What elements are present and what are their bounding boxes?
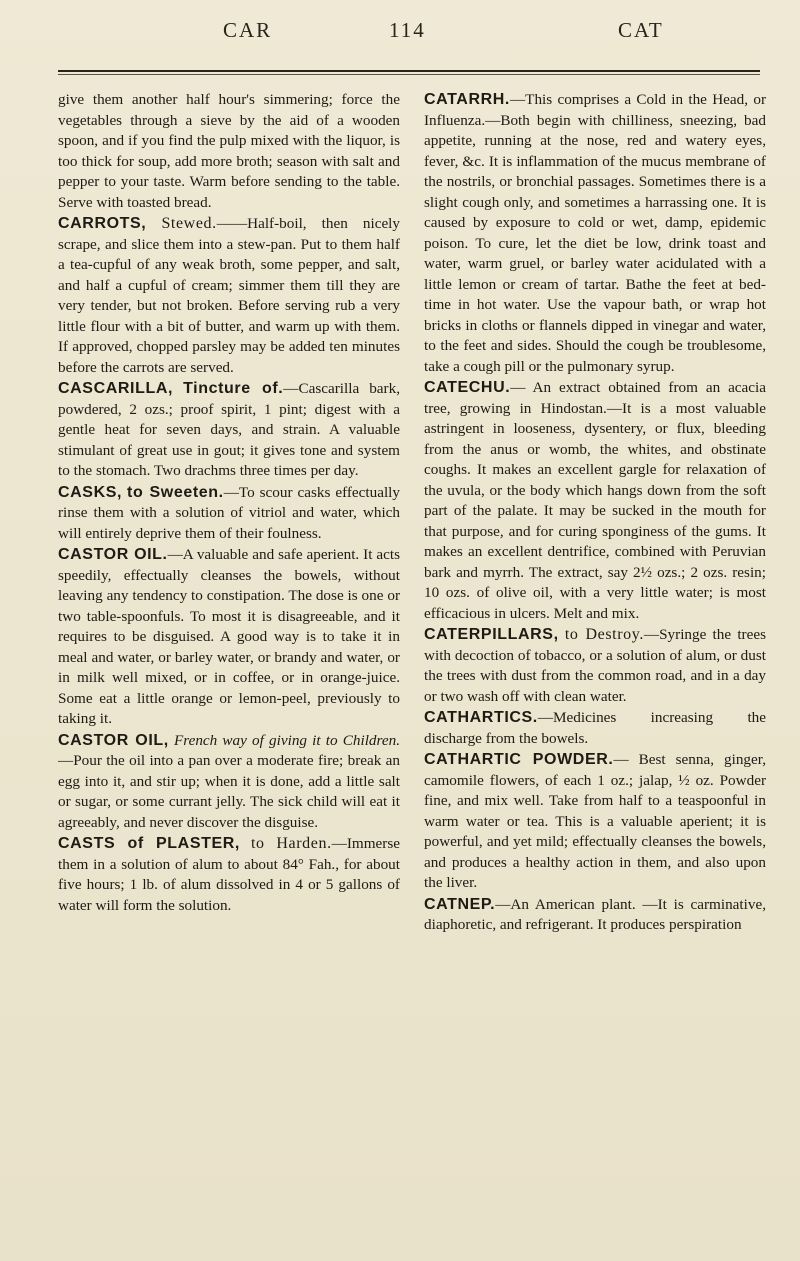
entry-heading: CARROTS, [58, 215, 147, 232]
entry-subheading: to Harden. [250, 835, 332, 852]
entry-heading: CATECHU. [424, 379, 511, 396]
header-rule [58, 70, 760, 72]
entry-caterpillars [424, 625, 766, 707]
entry-cathartics [424, 708, 766, 749]
entry-subheading: French way of giving it to Children. [173, 731, 400, 749]
header-rule-thin [58, 74, 760, 75]
running-head-left: CAR [223, 18, 273, 42]
entry-heading: CATARRH. [424, 91, 510, 108]
entry-text: ——Half-boil, then nicely scrape, and slice them into a stew-pan. Put to them half a tea-cupful of any weak broth, some pepper, and salt, and half a cupful of cream; simmer them till they are very tender, but not broken. Before serving rub a very little flour with a bit of butter, and warm up with them. If approved, chopped parsley may be added ten minutes before the carrots are served. [58, 215, 400, 376]
entry-subheading: to Destroy. [564, 626, 644, 643]
entry-text: — Best senna, ginger, camomile flowers, of each 1 oz.; jalap, ½ oz. Powder fine, and mix well. Take from half to a teaspoonful in warm water or tea. This is a valuable aperient; it is powerful, and yet mild; effectually cleanses the bowels, and produces a healthy action in them, and also upon the liver. [424, 751, 766, 891]
entry-heading: CASTS of PLASTER, [58, 835, 240, 852]
entry-carrots [58, 214, 400, 378]
entry-catarrh [424, 90, 766, 377]
entry-text: —Immerse them in a solution of alum to about 84° Fah., for about five hours; 1 lb. of alum dissolved in 4 or 5 gallons of water will form the solution. [58, 835, 400, 914]
entry-subheading: to Sweeten. [127, 483, 224, 501]
entry-text: —Cascarilla bark, powdered, 2 ozs.; proof spirit, 1 pint; digest with a gentle heat for seven days, and strain. A valuable stimulant of great use in gout; it gives tone and system to the stomach. Two drachms three times per day. [58, 380, 400, 479]
entry-catnep [424, 895, 766, 936]
entry-subheading: Stewed. [161, 215, 217, 232]
running-head-right: CAT [618, 18, 664, 42]
running-head [58, 10, 760, 40]
entry-text: — An extract obtained from an acacia tree, growing in Hindostan.—It is a most valuable astringent in looseness, dysentery, or flux, bleeding from the anus or womb, the whites, and obstinate coughs. It makes an excellent gargle for relaxation of the uvula, or the body which hangs down from the soft part of the palate. It may be sucked in the mouth for that purpose, and for curing sponginess of the gums. It makes an excellent dentrifice, combined with Peruvian bark and myrrh. The extract, say 2½ ozs.; 2 ozs. resin; 10 ozs. of olive oil, with a very little water; is most efficacious in ulcers. Melt and mix. [424, 379, 766, 622]
entry-text: —An American plant. —It is carminative, diaphoretic, and refrigerant. It produces perspiration [424, 895, 766, 933]
entry-casts-of-plaster [58, 834, 400, 916]
entry-text: —A valuable and safe aperient. It acts speedily, effectually cleanses the bowels, without leaving any tendency to constipation. The dose is one or two table-spoonfuls. To most it is disagreeable, and it requires to be disguised. A good way is to take it in meal and water, or barley water, or brandy and water, or in milk well mixed, or in coffee, or in orange-juice. Some eat a little orange or lemon-peel, previously to taking it. [58, 546, 401, 727]
entry-heading: CASCARILLA, [58, 380, 174, 397]
entry-text: —This comprises a Cold in the Head, or Influenza.—Both begin with chilliness, sneezing, bad appetite, running at the nose, red and watery eyes, fever, &c. It is inflammation of the mucus membrane of the nostrils, or bronchial passages. Sometimes there is a slight cough only, and sometimes a harrassing one. It is caused by exposure to cold or wet, damp, epidemic poison. To cure, let the diet be low, drink toast and water, warm gruel, or barley water acidulated with a little lemon or cream of tartar. Bathe the feet at bed-time in hot water. Use the vapour bath, or wrap hot bricks in cloths or flannels dipped in vinegar and water, to the feet and sides. Should the cough be troublesome, take a cough pill or the pulmonary syrup. [424, 91, 766, 375]
entry-heading: CASTOR OIL. [58, 546, 168, 563]
entry-catechu [424, 378, 766, 624]
entry-text: —To scour casks effectually rinse them with a solution of vitriol and water, which will entirely deprive them of their foulness. [58, 483, 400, 542]
entry-subheading: Tincture of. [183, 380, 284, 397]
entry-heading: CASTOR OIL, [58, 731, 169, 749]
entry-heading: CATERPILLARS, [424, 626, 559, 643]
entry-cathartic-powder [424, 750, 766, 894]
entry-continuation: give them another half hour's simmering; force the vegetables through a sieve by the aid of a wooden spoon, and if you find the pulp mixed with the liquor, is too thick for soup, add more broth; season with salt and pepper to your taste. Warm before sending to the table. Serve with toasted bread. [58, 91, 400, 211]
entry-castor-oil [58, 545, 400, 730]
entry-text: —Syringe the trees with decoction of tobacco, or a solution of alum, or dust the trees with dust from the common road, and in a day or two wash off with clean water. [424, 626, 766, 705]
entry-heading: CATNEP. [424, 895, 496, 913]
right-column [424, 90, 766, 936]
entry-casks [58, 483, 400, 545]
text-columns [58, 90, 766, 936]
entry-castor-oil-french [58, 731, 400, 834]
left-column [58, 90, 400, 936]
entry-text: —Medicines increasing the discharge from the bowels. [424, 709, 766, 747]
entry-heading: CATHARTICS. [424, 709, 538, 726]
entry-heading: CATHARTIC POWDER. [424, 751, 614, 768]
entry-cascarilla [58, 379, 400, 482]
entry-text: —Pour the oil into a pan over a moderate fire; break an egg into it, and stir up; when it is done, add a little salt or sugar, or some currant jelly. The sick child will eat it agreeably, and never discover the disguise. [58, 752, 400, 831]
entry-heading: CASKS, [58, 483, 123, 501]
page-number: 114 [389, 18, 426, 42]
